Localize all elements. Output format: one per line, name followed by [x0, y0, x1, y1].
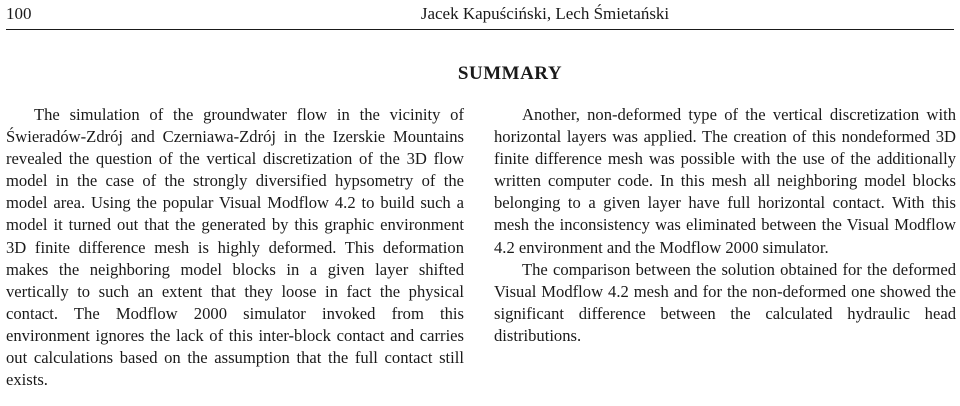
summary-paragraph-3: The comparison between the solution obtained for the deformed Visual Modflow 4.2 mesh and for the non-deformed one showed the significant difference between the calculated hydraulic head distributions.: [494, 259, 956, 345]
running-header-authors: Jacek Kapuściński, Lech Śmietański: [420, 4, 670, 23]
summary-left-column: [6, 104, 464, 391]
section-title-text: SUMMARY: [457, 63, 563, 84]
summary-paragraph-2: Another, non-deformed type of the vertical discretization with horizontal layers was applied. The creation of this nondeformed 3D finite difference mesh was possible with the use of the additionally written computer code. In this mesh all neighboring model blocks belonging to a given layer have full horizontal contact. With this mesh the inconsistency was eliminated between the Visual Modflow 4.2 environment and the Modflow 2000 simulator.: [494, 105, 956, 257]
summary-right-column: [494, 104, 956, 347]
section-title: [0, 62, 960, 86]
page-number: 100: [6, 4, 32, 23]
header-rule: [6, 29, 954, 30]
running-header: [6, 3, 954, 25]
summary-paragraph-1: The simulation of the groundwater flow in the vicinity of Świeradów-Zdrój and Czerniawa-Zdrój in the Izerskie Mountains revealed the question of the vertical discretization of the 3D flow model in the case of the strongly diversified hypsometry of the model area. Using the popular Visual Modflow 4.2 to build such a model it turned out that the generated by this graphic environment 3D finite difference mesh is highly deformed. This deformation makes the neighboring model blocks in a given layer shifted vertically to such an extent that they loose in fact the physical contact. The Modflow 2000 simulator invoked from this environment ignores the lack of this inter-block contact and carries out calculations based on the assumption that the full contact still exists.: [6, 105, 464, 390]
